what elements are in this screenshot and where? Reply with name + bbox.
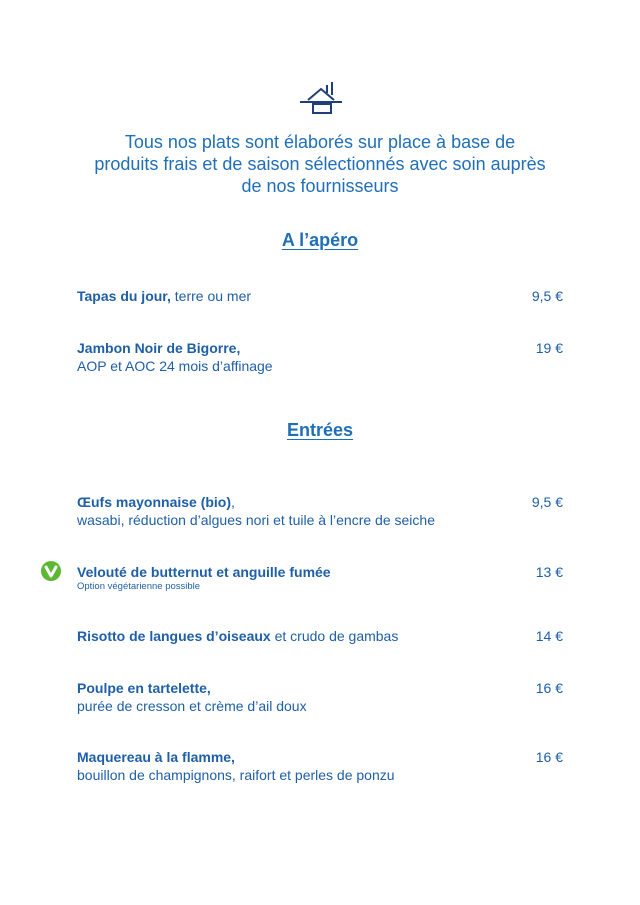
menu-item (77, 748, 563, 784)
menu-item-note: Option végétarienne possible (77, 581, 201, 592)
intro-line: Tous nos plats sont élaborés sur place à base de (124, 132, 516, 152)
menu-item-price: 9,5 € (531, 288, 563, 304)
menu-item (77, 493, 563, 529)
menu-item-price: 14 € (535, 628, 563, 644)
menu-item-line (77, 287, 563, 305)
menu-item-name: Maquereau à la flamme, (77, 749, 235, 765)
menu-item-name-suffix: , (231, 494, 235, 510)
menu-item (77, 339, 563, 375)
menu-item-price: 9,5 € (531, 494, 563, 510)
menu-item-price: 16 € (535, 749, 563, 765)
house-icon (300, 80, 342, 116)
menu-item-price: 16 € (535, 680, 563, 696)
menu-item-price: 19 € (535, 340, 563, 356)
menu-item-name: Poulpe en tartelette, (77, 680, 211, 696)
intro-line: produits frais et de saison sélectionnés avec soin auprès (94, 154, 546, 174)
menu-item (77, 627, 563, 645)
menu-item-name: Jambon Noir de Bigorre, (77, 340, 241, 356)
intro-line: de nos fournisseurs (241, 176, 399, 196)
section-title-entrees: Entrées (286, 420, 354, 440)
menu-item-description: AOP et AOC 24 mois d’affinage (77, 358, 273, 374)
menu-item-description: wasabi, réduction d’algues nori et tuile à l’encre de seiche (77, 512, 435, 528)
menu-item-description: bouillon de champignons, raifort et perles de ponzu (77, 767, 395, 783)
vegetarian-v-icon (41, 561, 61, 581)
menu-item-line (77, 493, 563, 511)
menu-item-description: terre ou mer (170, 288, 252, 304)
menu-item-name: Risotto de langues d’oiseaux (77, 628, 271, 644)
menu-item-name: Velouté de butternut et anguille fumée (77, 564, 331, 580)
menu-item-price: 13 € (535, 564, 563, 580)
section-title-apero: A l’apéro (281, 230, 359, 250)
menu-item (77, 563, 563, 593)
menu-item (77, 679, 563, 715)
menu-item-line (77, 627, 563, 645)
menu-item-description: et crudo de gambas (270, 628, 399, 644)
intro-text (60, 131, 580, 197)
menu-item-description: purée de cresson et crème d’ail doux (77, 698, 307, 714)
menu-item-name: Tapas du jour, (77, 288, 171, 304)
menu-item (77, 287, 563, 305)
menu-item-name: Œufs mayonnaise (bio) (77, 494, 232, 510)
